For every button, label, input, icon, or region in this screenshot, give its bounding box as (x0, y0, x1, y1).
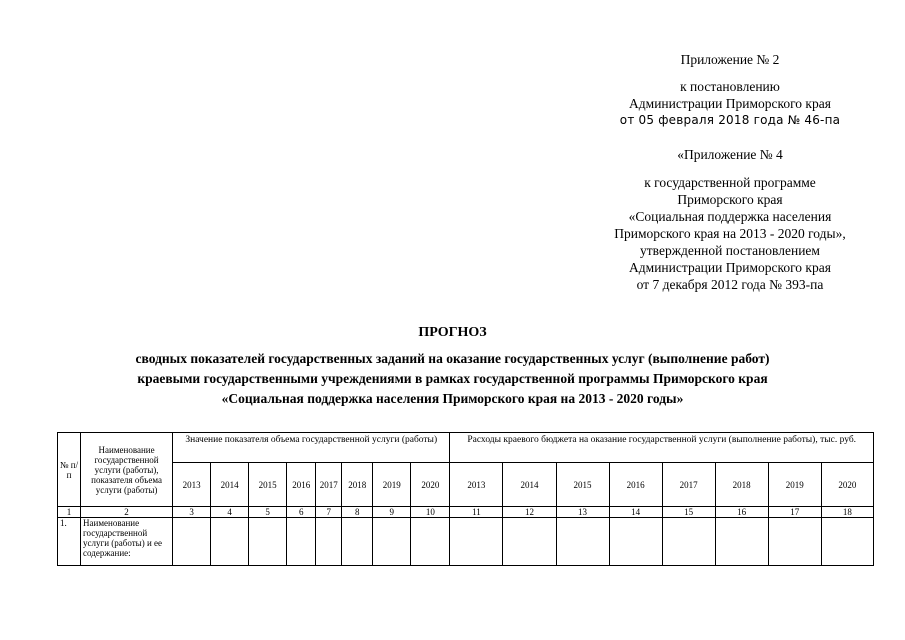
document-title: ПРОГНОЗ (418, 325, 487, 340)
column-number: 3 (173, 507, 211, 518)
row-service-name: Наименование государственной услуги (работы) и ее содержание: (81, 518, 173, 566)
empty-cell (503, 518, 556, 566)
empty-cell (342, 518, 373, 566)
forecast-table (57, 432, 874, 566)
appendix-4-label: «Приложение № 4 (677, 147, 783, 162)
column-number: 4 (211, 507, 249, 518)
empty-cell (373, 518, 411, 566)
empty-cell (173, 518, 211, 566)
document-subtitle: сводных показателей государственных заданий на оказание государственных услуг (выполнение работ) краевыми государственными учреждениями в рамках государственной программы Приморского края «Социальная поддержка населения Приморского края на 2013 - 2020 годы» (135, 351, 770, 406)
year-cell: 2017 (662, 463, 715, 507)
year-cell: 2015 (556, 463, 609, 507)
column-number: 8 (342, 507, 373, 518)
column-number: 7 (316, 507, 342, 518)
column-number: 14 (609, 507, 662, 518)
empty-cell (211, 518, 249, 566)
year-cell: 2017 (316, 463, 342, 507)
column-number-row (58, 507, 874, 518)
year-cell: 2016 (287, 463, 316, 507)
year-cell: 2016 (609, 463, 662, 507)
column-number: 10 (411, 507, 450, 518)
empty-cell (609, 518, 662, 566)
column-number: 5 (249, 507, 287, 518)
empty-cell (821, 518, 873, 566)
table-row (58, 518, 874, 566)
column-number: 17 (768, 507, 821, 518)
empty-cell (249, 518, 287, 566)
empty-cell (768, 518, 821, 566)
header-expenses-group: Расходы краевого бюджета на оказание государственной услуги (выполнение работы), тыс. руб. (450, 433, 874, 463)
resolution-reference: к постановлению Администрации Приморского края от 05 февраля 2018 года № 46-па (540, 78, 905, 129)
empty-cell (450, 518, 503, 566)
handwritten-resolution-date: от 05 февраля 2018 года № 46-па (619, 113, 841, 127)
year-cell: 2018 (715, 463, 768, 507)
header-row-years (58, 463, 874, 507)
year-cell: 2014 (211, 463, 249, 507)
year-cell: 2019 (373, 463, 411, 507)
empty-cell (316, 518, 342, 566)
year-cell: 2013 (450, 463, 503, 507)
column-number: 6 (287, 507, 316, 518)
column-number: 13 (556, 507, 609, 518)
column-number: 12 (503, 507, 556, 518)
header-service-name: Наименование государственной услуги (работы), показателя объема услуги (работы) (81, 433, 173, 507)
year-cell: 2020 (411, 463, 450, 507)
column-number: 9 (373, 507, 411, 518)
column-number: 1 (58, 507, 81, 518)
empty-cell (287, 518, 316, 566)
year-cell: 2018 (342, 463, 373, 507)
year-cell: 2015 (249, 463, 287, 507)
column-number: 16 (715, 507, 768, 518)
empty-cell (411, 518, 450, 566)
program-reference: к государственной программе Приморского края «Социальная поддержка населения Приморского края на 2013 - 2020 годы», утвержденной постановлением Администрации Приморского края от 7 декабря 2012 года № 393-па (614, 175, 846, 292)
empty-cell (662, 518, 715, 566)
header-row-groups (58, 433, 874, 463)
year-cell: 2019 (768, 463, 821, 507)
header-volume-group: Значение показателя объема государственной услуги (работы) (173, 433, 450, 463)
year-cell: 2014 (503, 463, 556, 507)
column-number: 2 (81, 507, 173, 518)
column-number: 15 (662, 507, 715, 518)
column-number: 11 (450, 507, 503, 518)
header-number: № п/п (58, 433, 81, 507)
column-number: 18 (821, 507, 873, 518)
year-cell: 2013 (173, 463, 211, 507)
appendix-number: Приложение № 2 (680, 52, 780, 67)
row-number: 1. (58, 518, 81, 566)
empty-cell (556, 518, 609, 566)
year-cell: 2020 (821, 463, 873, 507)
empty-cell (715, 518, 768, 566)
